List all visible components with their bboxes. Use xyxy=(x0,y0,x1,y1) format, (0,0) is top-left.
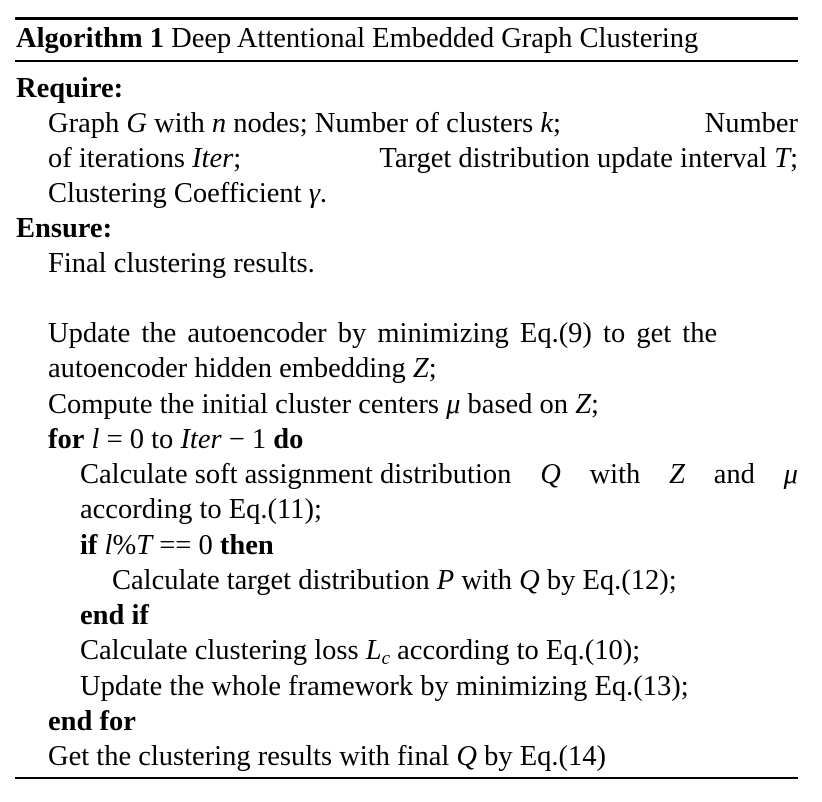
step-soft-assignment: Calculate soft assignment distribution Q with Z and μ xyxy=(80,459,798,490)
end-for: end for xyxy=(48,706,136,737)
bottom-rule xyxy=(15,777,798,779)
step-get-results: Get the clustering results with final Q by Eq.(14) xyxy=(48,741,607,772)
algorithm-name: Deep Attentional Embedded Graph Clustering xyxy=(171,23,699,54)
require-line-3: Clustering Coefficient γ. xyxy=(48,178,328,209)
step-soft-assignment-cont: according to Eq.(11); xyxy=(80,494,322,525)
ensure-text: Final clustering results. xyxy=(48,248,315,279)
step-update-autoencoder-cont: autoencoder hidden embedding Z; xyxy=(48,353,437,384)
header-rule xyxy=(15,60,798,62)
step-update-autoencoder: Update the autoencoder by minimizing Eq.(9) to get the xyxy=(48,318,718,349)
ensure-label: Ensure: xyxy=(16,213,113,244)
step-compute-centers: Compute the initial cluster centers μ based on Z; xyxy=(48,389,599,420)
step-clustering-loss: Calculate clustering loss $L_c$ according to Eq.(10); xyxy=(80,635,641,669)
algorithm-title xyxy=(16,21,698,56)
end-if: end if xyxy=(80,600,149,631)
require-line-1: Graph G with n nodes; Number of clusters k; Number xyxy=(48,108,798,139)
require-label: Require: xyxy=(16,73,124,104)
step-update-framework: Update the whole framework by minimizing Eq.(13); xyxy=(80,671,689,702)
algorithm-label: Algorithm 1 xyxy=(16,23,165,54)
for-loop-header: for l = 0 to Iter − 1 do xyxy=(48,424,304,455)
if-header: if l%T == 0 then xyxy=(80,530,274,561)
require-line-2: of iterations Iter; Target distribution update interval T; xyxy=(48,143,798,174)
top-rule xyxy=(15,17,798,20)
step-target-distribution: Calculate target distribution P with Q by Eq.(12); xyxy=(112,565,677,596)
